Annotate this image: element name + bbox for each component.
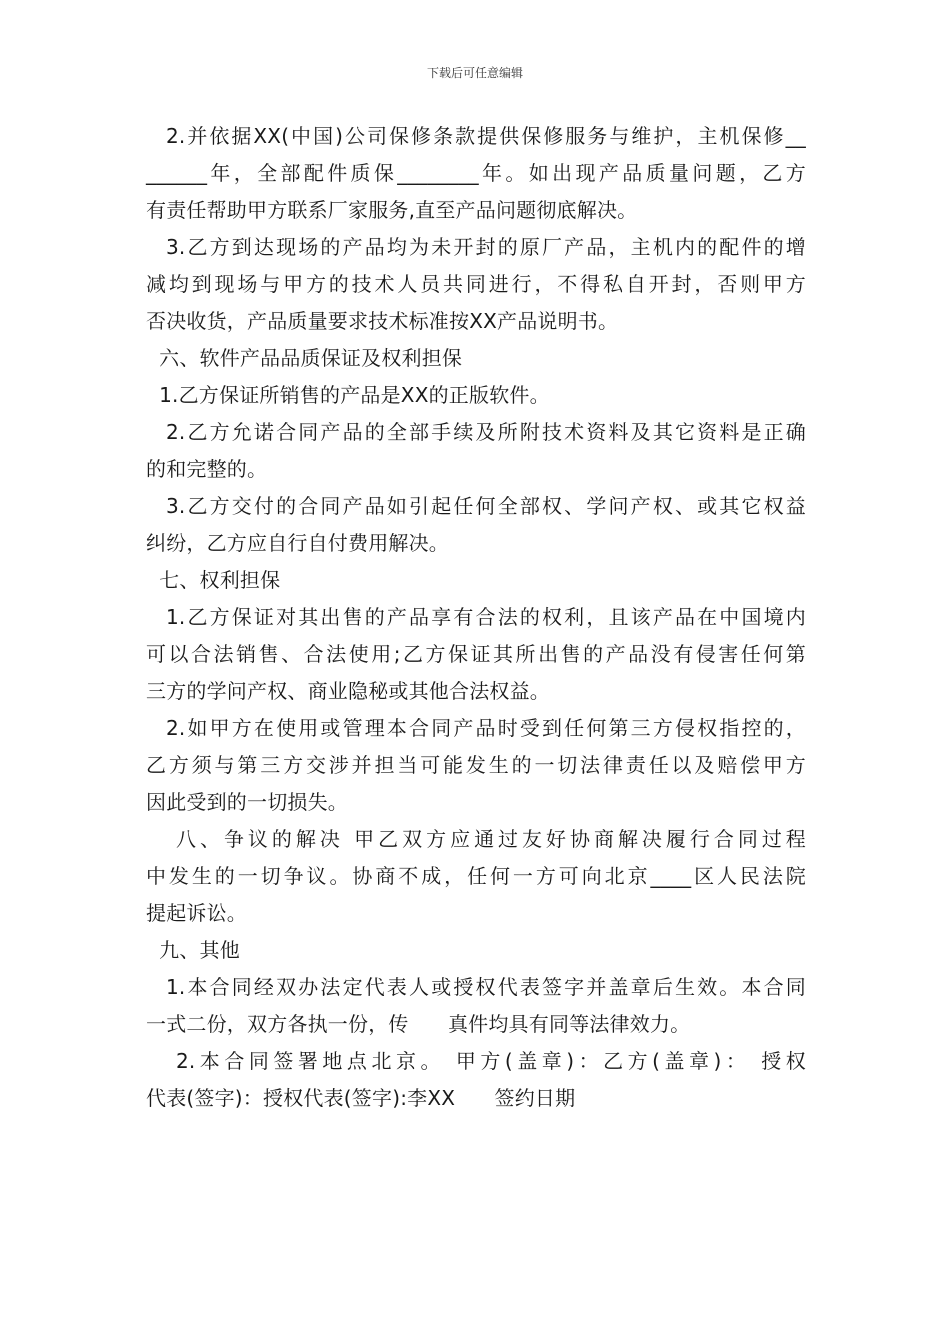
text-line: 1.乙方保证对其出售的产品享有合法的权利，且该产品在中国境内: [166, 605, 806, 629]
text-line: 2.并依据XX(中国)公司保修条款提供保修服务与维护，主机保修__: [166, 124, 806, 148]
text-line: 因此受到的一切损失。: [146, 790, 348, 814]
document-body: [146, 118, 806, 1117]
text-line: 三方的学问产权、商业隐秘或其他合法权益。: [146, 679, 550, 703]
text-line: 八、争议的解决 甲乙双方应通过友好协商解决履行合同过程: [176, 827, 806, 851]
text-line: 一式二份，双方各执一份，传 真件均具有同等法律效力。: [146, 1012, 691, 1036]
text-line: 2.乙方允诺合同产品的全部手续及所附技术资料及其它资料是正确: [166, 420, 806, 444]
text-line: 3.乙方交付的合同产品如引起任何全部权、学问产权、或其它权益: [166, 494, 806, 518]
text-line: 否决收货，产品质量要求技术标准按XX产品说明书。: [146, 309, 619, 333]
text-line: 1.本合同经双办法定代表人或授权代表签字并盖章后生效。本合同: [166, 975, 806, 999]
text-line: 七、权利担保: [146, 568, 281, 592]
text-line: 的和完整的。: [146, 457, 268, 481]
text-line: 2.本合同签署地点北京。 甲方(盖章)：乙方(盖章)： 授权: [176, 1049, 806, 1073]
text-line: 有责任帮助甲方联系厂家服务,直至产品问题彻底解决。: [146, 198, 638, 222]
text-line: 3.乙方到达现场的产品均为未开封的原厂产品，主机内的配件的增: [166, 235, 806, 259]
text-line: 乙方须与第三方交涉并担当可能发生的一切法律责任以及赔偿甲方: [146, 753, 806, 777]
page-header: 下载后可任意编辑: [426, 66, 523, 80]
text-line: 可以合法销售、合法使用;乙方保证其所出售的产品没有侵害任何第: [146, 642, 806, 666]
text-line: 代表(签字)：授权代表(签字):李XX 签约日期: [146, 1086, 576, 1110]
text-line: 提起诉讼。: [146, 901, 247, 925]
text-line: 纠纷，乙方应自行自付费用解决。: [146, 531, 449, 555]
text-line: ______年，全部配件质保________年。如出现产品质量问题，乙方: [146, 161, 806, 185]
text-line: 1.乙方保证所销售的产品是XX的正版软件。: [146, 383, 550, 407]
text-line: 六、软件产品品质保证及权利担保: [146, 346, 463, 370]
text-line: 中发生的一切争议。协商不成，任何一方可向北京____区人民法院: [146, 864, 806, 888]
text-line: 2.如甲方在使用或管理本合同产品时受到任何第三方侵权指控的，: [166, 716, 806, 740]
text-line: 九、其他: [146, 938, 240, 962]
text-line: 减均到现场与甲方的技术人员共同进行，不得私自开封，否则甲方: [146, 272, 806, 296]
